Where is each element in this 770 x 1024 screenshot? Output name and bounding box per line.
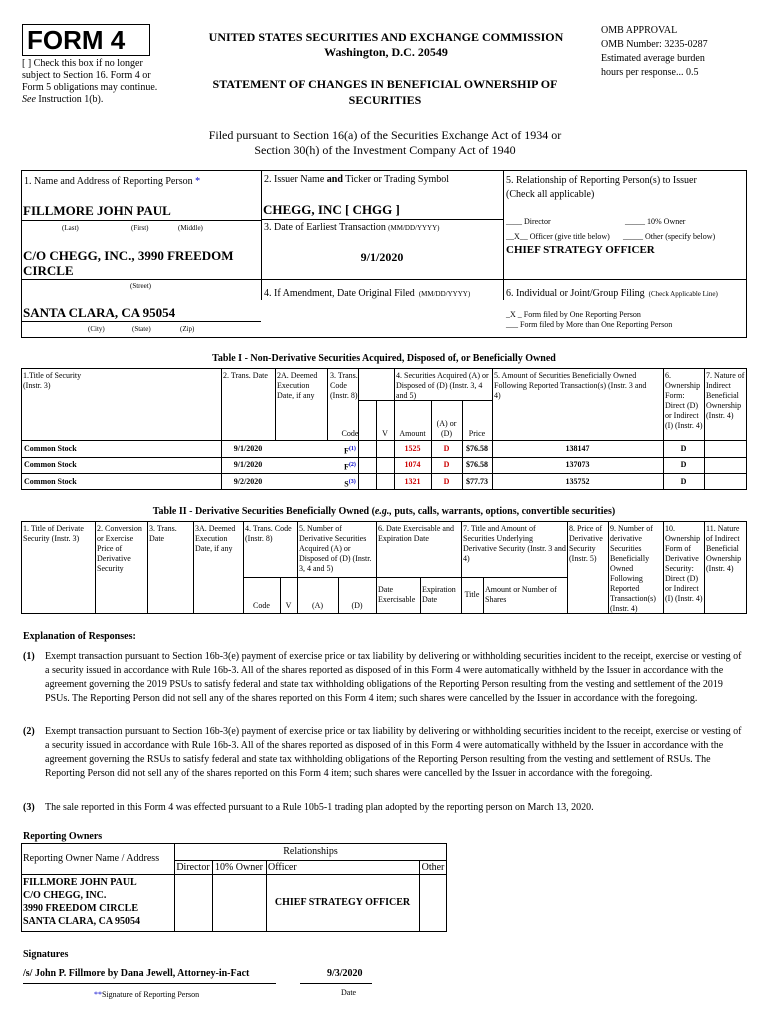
- t1-r2-ad: D: [443, 460, 450, 469]
- name-middle-label: (Middle): [178, 224, 203, 232]
- omb-number: OMB Number: 3235-0287: [601, 39, 708, 50]
- t1-r1-footnote[interactable]: (1): [348, 446, 356, 452]
- name-first-label: (First): [131, 224, 149, 232]
- owners-col-other: Other: [421, 862, 445, 873]
- box4-format: (MM/DD/YYYY): [418, 290, 471, 298]
- box2-label-pre: 2. Issuer Name: [264, 174, 325, 185]
- t2-h3a: 3A. Deemed Execution Date, if any: [195, 524, 236, 553]
- t1-r1-code-val: F: [344, 446, 349, 456]
- officer-check[interactable]: __X__ Officer (give title below): [506, 232, 610, 241]
- owners-heading: Reporting Owners: [23, 831, 103, 842]
- t2-sub-date-ex: Date Exercisable: [378, 585, 416, 604]
- t2-h8: 8. Price of Derivative Security (Instr. 5): [569, 524, 603, 563]
- explanation-num-2: (2): [23, 726, 35, 737]
- filed-pursuant: [22, 128, 748, 158]
- explanation-heading: Explanation of Responses:: [23, 631, 136, 642]
- box6-label-text: 6. Individual or Joint/Group Filing: [506, 288, 645, 299]
- t2-sub-d: (D): [351, 601, 363, 610]
- check-box-text: [ ] Check this box if no longer subject to Section 16. Form 4 or Form 5 obligations may continue.: [22, 58, 158, 93]
- t1-h7: 7. Nature of Indirect Beneficial Ownership (Instr. 4): [706, 371, 745, 420]
- filing-more-persons[interactable]: ___ Form filed by More than One Reporting Person: [506, 320, 673, 329]
- form-title: FORM 4: [27, 25, 126, 55]
- zip-label: (Zip): [180, 325, 195, 333]
- owner-line-2: C/O CHEGG, INC.: [23, 890, 107, 901]
- table2-title-em: e.g.,: [374, 506, 392, 517]
- street-address: C/O CHEGG, INC., 3990 FREEDOM CIRCLE: [23, 248, 234, 278]
- t1-r3-ad: D: [443, 477, 450, 486]
- t2-h7: 7. Title and Amount of Securities Underlying Derivative Security (Instr. 3 and 4): [463, 524, 566, 563]
- owners-col-ten: 10% Owner: [214, 862, 264, 873]
- check-box-see: See: [22, 94, 36, 105]
- signature-star: **: [94, 990, 102, 999]
- owner-line-3: 3990 FREEDOM CIRCLE: [23, 903, 139, 914]
- box4-label: [264, 283, 470, 301]
- owners-col-director: Director: [176, 862, 210, 873]
- signer-name: /s/ John P. Fillmore by Dana Jewell, Attorney-in-Fact: [23, 968, 250, 979]
- t1-r2-form: D: [680, 460, 687, 469]
- t2-h6: 6. Date Exercisable and Expiration Date: [378, 524, 454, 543]
- director-check[interactable]: ____ Director: [506, 217, 551, 226]
- t1-r2-amount: 1074: [404, 460, 421, 469]
- box3-label: [264, 222, 440, 234]
- t1-r1-amount: 1525: [404, 444, 421, 453]
- omb-burden-2: hours per response... 0.5: [601, 67, 699, 78]
- t1-h2: 2. Trans. Date: [223, 371, 268, 380]
- issuer-name: CHEGG, INC [ CHGG ]: [263, 202, 400, 217]
- t2-sub-a: (A): [311, 601, 324, 610]
- t1-sub-amount: Amount: [399, 429, 426, 438]
- t2-sub-exp: Expiration Date: [422, 585, 456, 604]
- t1-r3-price: $77.73: [466, 477, 488, 486]
- table2-title: [21, 506, 747, 518]
- omb-approval: [601, 24, 761, 80]
- t1-r3-amount: 1321: [404, 477, 421, 486]
- t1-r2-code: [336, 460, 364, 473]
- t2-h10: 10. Ownership Form of Derivative Security: Direct (D) or Indirect (I) (Instr. 4): [665, 524, 703, 603]
- t2-h5: 5. Number of Derivative Securities Acquired (A) or Disposed of (D) (Instr. 3, 4 and 5): [299, 524, 372, 573]
- form-title-box: [22, 24, 150, 56]
- box3-format: (MM/DD/YYYY): [388, 224, 440, 232]
- agency-name: UNITED STATES SECURITIES AND EXCHANGE COMMISSION: [208, 30, 564, 44]
- t1-h6: 6. Ownership Form: Direct (D) or Indirect (I) (Instr. 4): [665, 371, 703, 430]
- t2-h11: 11. Nature of Indirect Beneficial Ownership (Instr. 4): [706, 524, 742, 573]
- t1-r1-form: D: [680, 444, 687, 453]
- t1-r2-owned: 137073: [565, 460, 590, 469]
- t1-r3-title: Common Stock: [24, 477, 77, 486]
- signature-label-text: Signature of Reporting Person: [102, 990, 200, 999]
- filed-pursuant-1: Filed pursuant to Section 16(a) of the Securities Exchange Act of 1934 or: [208, 128, 562, 142]
- t1-r3-footnote[interactable]: (3): [348, 479, 356, 485]
- name-last-label: (Last): [62, 224, 79, 232]
- t1-r3-owned: 135752: [565, 477, 590, 486]
- statement-title: STATEMENT OF CHANGES IN BENEFICIAL OWNERSHIP OF SECURITIES: [212, 77, 558, 107]
- owners-relationships: Relationships: [283, 846, 338, 857]
- box2-label: [264, 174, 449, 186]
- t1-r3-code-val: S: [344, 479, 349, 489]
- box2-label-and: and: [326, 174, 343, 185]
- t1-r1-date: 9/1/2020: [233, 444, 263, 453]
- filed-pursuant-2: Section 30(h) of the Investment Company Act of 1940: [254, 143, 516, 157]
- date-label: Date: [341, 988, 357, 997]
- street-label: (Street): [130, 282, 151, 290]
- omb-burden-1: Estimated average burden: [601, 53, 705, 64]
- t2-sub-v: V: [285, 601, 292, 610]
- t2-h9: 9. Number of derivative Securities Beneficially Owned Following Reported Transaction(s) (Instr. 4): [610, 524, 656, 613]
- t2-h2: 2. Conversion or Exercise Price of Derivative Security: [97, 524, 142, 573]
- check-box-note[interactable]: [22, 58, 172, 106]
- t1-r3-code: [336, 477, 364, 490]
- box1-label-text: 1. Name and Address of Reporting Person: [24, 176, 193, 187]
- reporting-name: FILLMORE JOHN PAUL: [23, 203, 171, 218]
- agency-location: Washington, D.C. 20549: [324, 45, 448, 59]
- t2-h4: 4. Trans. Code (Instr. 8): [245, 524, 292, 543]
- owner-officer-value: CHIEF STRATEGY OFFICER: [274, 897, 411, 908]
- city-label: (City): [88, 325, 105, 333]
- owner-line-1: FILLMORE JOHN PAUL: [23, 877, 137, 888]
- box3-label-text: 3. Date of Earliest Transaction: [264, 222, 386, 233]
- owner-address: [23, 876, 140, 928]
- table2-title-post: puts, calls, warrants, options, convertible securities): [394, 506, 616, 517]
- check-box-instr: Instruction 1(b).: [38, 94, 104, 105]
- explanation-text-1: Exempt transaction pursuant to Section 16b-3(e) payment of exercise price or tax liability by delivering or withholding securities incident to the receipt, exercise or vesting of a security issued in accordance with Rule 16b-3. All of the shares reported as disposed of in this Form 4 were automatically withheld by the Issuer in accordance with the agreement governing the 2019 PSUs to satisfy federal and state tax withholding obligations of the Reporting Person resulting from the vesting and settlement of the 2019 PSUs. The Reporting Person did not sell any of the shares reported on this Form 4 item; such shares were cancelled by the Issuer in accordance with the foregoing.: [45, 651, 742, 704]
- box1-label: [24, 176, 200, 188]
- explanation-num-3: (3): [23, 802, 35, 813]
- ten-percent-check[interactable]: _____ 10% Owner: [625, 217, 686, 226]
- explanation-num-1: (1): [23, 651, 35, 662]
- t2-sub-code: Code: [253, 601, 270, 610]
- t1-h1: 1.Title of Security (Instr. 3): [23, 371, 82, 390]
- city-address: SANTA CLARA, CA 95054: [23, 305, 176, 320]
- t1-r2-footnote[interactable]: (2): [348, 462, 356, 468]
- signatures-heading: Signatures: [23, 949, 69, 960]
- t1-r2-code-val: F: [344, 462, 349, 472]
- t1-r1-ad: D: [443, 444, 450, 453]
- t2-h1: 1. Title of Derivate Security (Instr. 3): [23, 524, 84, 543]
- omb-approval-title: OMB APPROVAL: [601, 25, 678, 36]
- t2-sub-title: Title: [464, 590, 480, 599]
- t1-r2-date: 9/1/2020: [233, 460, 263, 469]
- owners-col-name: Reporting Owner Name / Address: [23, 853, 160, 864]
- box2-label-post: Ticker or Trading Symbol: [345, 174, 450, 185]
- box6-sub: (Check Applicable Line): [648, 290, 718, 298]
- t1-r3-date: 9/2/2020: [233, 477, 263, 486]
- box5-sub: (Check all applicable): [506, 189, 595, 200]
- t1-r1-code: [336, 444, 364, 457]
- owners-col-officer: Officer: [268, 862, 297, 873]
- t1-h4: 4. Securities Acquired (A) or Disposed of (D) (Instr. 3, 4 and 5): [396, 371, 489, 400]
- t2-h3: 3. Trans. Date: [149, 524, 177, 543]
- filing-one-person[interactable]: _X _ Form filed by One Reporting Person: [506, 310, 641, 319]
- t1-r1-price: $76.58: [466, 444, 488, 453]
- explanation-text-3: The sale reported in this Form 4 was effected pursuant to a Rule 10b5-1 trading plan adopted by the reporting person on March 13, 2020.: [45, 802, 594, 813]
- signature-date: 9/3/2020: [327, 968, 363, 979]
- t1-sub-aord: (A) or (D): [436, 419, 457, 438]
- box5-label: [506, 174, 746, 202]
- t1-sub-v: V: [382, 429, 388, 438]
- t2-sub-amount: Amount or Number of Shares: [485, 585, 557, 604]
- earliest-transaction-date: 9/1/2020: [360, 250, 404, 264]
- t1-r2-title: Common Stock: [24, 460, 77, 469]
- table1-title: Table I - Non-Derivative Securities Acquired, Disposed of, or Beneficially Owned: [212, 353, 556, 364]
- t1-r2-price: $76.58: [466, 460, 488, 469]
- signature-label: [94, 990, 199, 1000]
- t1-r1-title: Common Stock: [24, 444, 77, 453]
- box4-label-text: 4. If Amendment, Date Original Filed: [264, 288, 415, 299]
- other-check[interactable]: _____ Other (specify below): [623, 232, 716, 241]
- t1-h2a: 2A. Deemed Execution Date, if any: [277, 371, 318, 400]
- t1-sub-price: Price: [468, 429, 486, 438]
- t1-r3-form: D: [680, 477, 687, 486]
- officer-title: CHIEF STRATEGY OFFICER: [506, 244, 655, 256]
- t1-sub-code: Code: [341, 429, 359, 438]
- explanation-text-2: Exempt transaction pursuant to Section 16b-3(e) payment of exercise price or tax liability by delivering or withholding securities incident to the receipt, exercise or vesting of a security issued in accordance with Rule 16b-3. All of the shares reported as disposed of in this Form 4 were automatically withheld by the Issuer in accordance with the agreement governing the RSUs to satisfy federal and state tax withholding obligations of the Reporting Person resulting from the vesting and settlement of RSUs. The Reporting Person did not sell any of the shares reported on this Form 4 item; such shares were cancelled by the Issuer in accordance with the foregoing.: [45, 726, 742, 779]
- owner-line-4: SANTA CLARA, CA 95054: [23, 916, 141, 927]
- box5-label-text: 5. Relationship of Reporting Person(s) to Issuer: [506, 175, 697, 186]
- t1-h3: 3. Trans. Code (Instr. 8): [330, 371, 358, 400]
- state-label: (State): [132, 325, 151, 333]
- t1-r1-owned: 138147: [565, 444, 590, 453]
- table2-title-pre: Table II - Derivative Securities Beneficially Owned (: [152, 506, 375, 517]
- box6-label: [506, 283, 718, 301]
- box1-star: *: [195, 176, 201, 187]
- t1-h5: 5. Amount of Securities Beneficially Owned Following Reported Transaction(s) (Instr. 3 and 4): [494, 371, 647, 400]
